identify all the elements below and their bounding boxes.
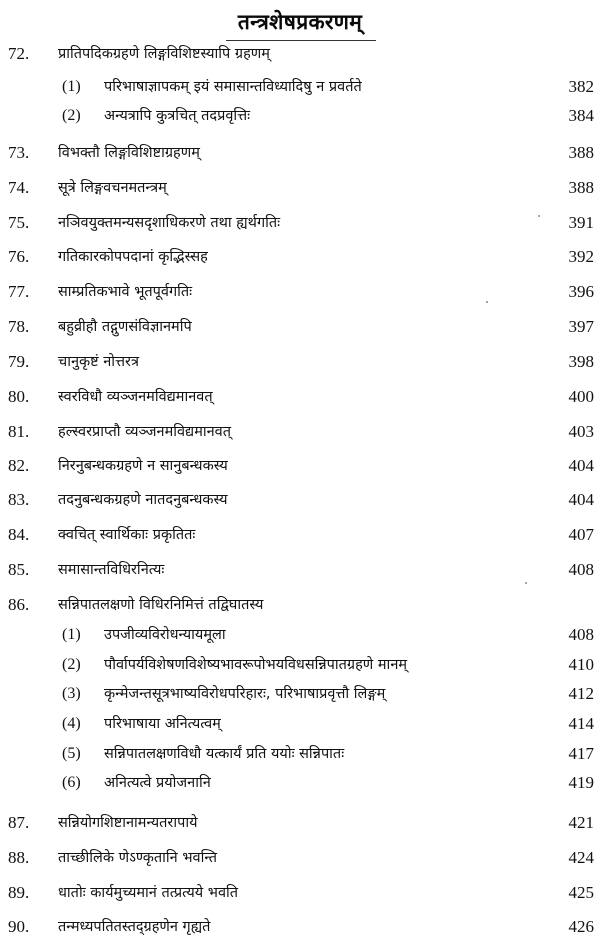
page-number: 388: [568, 143, 594, 162]
entry-number: 87.: [8, 813, 30, 832]
subentry-title: परिभाषाज्ञापकम् इयं समासान्तविध्यादिषु न प्रवर्तते: [104, 79, 362, 95]
page-number: 407: [568, 525, 594, 544]
entry-number: 83.: [8, 490, 30, 509]
scan-speck: [486, 301, 488, 303]
subentry-marker: (4): [62, 715, 81, 732]
entry-number: 72.: [8, 44, 30, 63]
entry-number: 76.: [8, 247, 30, 266]
toc-entry: [0, 314, 600, 340]
entry-title: सन्नियोगशिष्टानामन्यतरापाये: [58, 815, 198, 831]
entry-title: नञिवयुक्तमन्यसदृशाधिकरणे तथा ह्यर्थगतिः: [58, 215, 281, 231]
page-number: 404: [568, 490, 594, 509]
subentry-title: अनित्यत्वे प्रयोजनानि: [104, 775, 211, 791]
subentry-marker: (1): [62, 626, 81, 643]
page-number: 382: [568, 77, 594, 96]
toc-subentry: [0, 681, 600, 707]
entry-title: गतिकारकोपपदानां कृद्भिस्सह: [58, 249, 208, 265]
page-number: 396: [568, 282, 594, 301]
page-number: 400: [568, 387, 594, 406]
page-number: 426: [568, 917, 594, 936]
entry-number: 90.: [8, 917, 30, 936]
subentry-marker: (3): [62, 685, 81, 702]
entry-title: चानुकृष्टं नोत्तरत्र: [58, 354, 139, 370]
entry-title: समासान्तविधिरनित्यः: [58, 562, 165, 578]
toc-entry: [0, 845, 600, 871]
toc-entry: [0, 244, 600, 270]
entry-title: ताच्छीलिके णेऽण्कृतानि भवन्ति: [58, 850, 218, 866]
page-number: 417: [568, 744, 594, 763]
page-number: 388: [568, 178, 594, 197]
entry-title: बहुव्रीहौ तद्गुणसंविज्ञानमपि: [58, 319, 192, 335]
toc-entry: [0, 914, 600, 940]
toc-entry: [0, 880, 600, 906]
toc-entry: [0, 557, 600, 583]
toc-entry: [0, 487, 600, 513]
page-number: 391: [568, 213, 594, 232]
entry-title: साम्प्रतिकभावे भूतपूर्वगतिः: [58, 284, 193, 300]
subentry-title: कृन्मेजन्तसूत्रभाष्यविरोधपरिहारः, परिभाषाप्रवृत्तौ लिङ्गम्: [104, 686, 386, 702]
entry-number: 79.: [8, 352, 30, 371]
section-title: तन्त्रशेषप्रकरणम्: [237, 10, 363, 34]
subentry-title: उपजीव्यविरोधन्यायमूला: [104, 627, 226, 643]
entry-title: स्वरविधौ व्यञ्जनमविद्यमानवत्: [58, 389, 213, 405]
entry-title: तन्मध्यपतितस्तद्ग्रहणेन गृह्यते: [58, 919, 211, 935]
entry-title: धातोः कार्यमुच्यमानं तत्प्रत्यये भवति: [58, 885, 239, 901]
entry-number: 88.: [8, 848, 30, 867]
entry-number: 82.: [8, 456, 30, 475]
page-number: 412: [568, 684, 594, 703]
entry-title: विभक्तौ लिङ्गविशिष्टाग्रहणम्: [58, 145, 200, 161]
entry-title: प्रातिपदिकग्रहणे लिङ्गविशिष्टस्यापि ग्रहणम्: [58, 46, 270, 62]
toc-subentry: [0, 103, 600, 129]
page-number: 384: [568, 106, 594, 125]
toc-entry: [0, 453, 600, 479]
toc-entry: [0, 384, 600, 410]
page-number: 419: [568, 773, 594, 792]
entry-number: 74.: [8, 178, 30, 197]
subentry-title: सन्निपातलक्षणविधौ यत्कार्यं प्रति ययोः सन्निपातः: [104, 746, 345, 762]
toc-entry: [0, 349, 600, 375]
toc-entry: [0, 592, 600, 618]
page-number: 425: [568, 883, 594, 902]
page-number: 408: [568, 560, 594, 579]
toc-subentry: [0, 652, 600, 678]
scan-speck: [538, 215, 540, 217]
entry-number: 81.: [8, 422, 30, 441]
entry-number: 73.: [8, 143, 30, 162]
toc-entry: [0, 210, 600, 236]
toc-entry: [0, 419, 600, 445]
toc-entry: [0, 810, 600, 836]
page-number: 410: [568, 655, 594, 674]
page-number: 403: [568, 422, 594, 441]
subentry-title: परिभाषाया अनित्यत्वम्: [104, 716, 221, 732]
entry-number: 84.: [8, 525, 30, 544]
subentry-marker: (2): [62, 656, 81, 673]
toc-entry: [0, 279, 600, 305]
toc-subentry: [0, 711, 600, 737]
toc-entry: [0, 175, 600, 201]
toc-subentry: [0, 770, 600, 796]
subentry-marker: (6): [62, 774, 81, 791]
entry-number: 85.: [8, 560, 30, 579]
subentry-marker: (2): [62, 107, 81, 124]
page-number: 392: [568, 247, 594, 266]
page-number: 414: [568, 714, 594, 733]
page-number: 424: [568, 848, 594, 867]
entry-number: 75.: [8, 213, 30, 232]
entry-number: 86.: [8, 595, 30, 614]
scan-speck: [525, 582, 527, 584]
page-number: 397: [568, 317, 594, 336]
page-number: 408: [568, 625, 594, 644]
toc-entry: [0, 140, 600, 166]
entry-number: 89.: [8, 883, 30, 902]
entry-title: सन्निपातलक्षणो विधिरनिमित्तं तद्विघातस्य: [58, 597, 264, 613]
subentry-marker: (5): [62, 745, 81, 762]
entry-title: सूत्रे लिङ्गवचनमतन्त्रम्: [58, 180, 167, 196]
toc-entry: [0, 522, 600, 548]
entry-title: तदनुबन्धकग्रहणे नातदनुबन्धकस्य: [58, 492, 228, 508]
toc-subentry: [0, 622, 600, 648]
subentry-title: अन्यत्रापि कुत्रचित् तदप्रवृत्तिः: [104, 108, 251, 124]
page-number: 421: [568, 813, 594, 832]
entry-number: 80.: [8, 387, 30, 406]
subentry-title: पौर्वापर्यविशेषणविशेष्यभावरूपोभयविधसन्निपातग्रहणे मानम्: [104, 657, 408, 673]
subentry-marker: (1): [62, 78, 81, 95]
page-number: 404: [568, 456, 594, 475]
toc-subentry: [0, 74, 600, 100]
entry-title: हल्स्वरप्राप्तौ व्यञ्जनमविद्यमानवत्: [58, 424, 231, 440]
toc-subentry: [0, 741, 600, 767]
toc-entry: [0, 41, 600, 67]
entry-number: 78.: [8, 317, 30, 336]
entry-number: 77.: [8, 282, 30, 301]
entry-title: निरनुबन्धकग्रहणे न सानुबन्धकस्य: [58, 458, 228, 474]
entry-title: क्वचित् स्वार्थिकाः प्रकृतितः: [58, 527, 196, 543]
page-number: 398: [568, 352, 594, 371]
